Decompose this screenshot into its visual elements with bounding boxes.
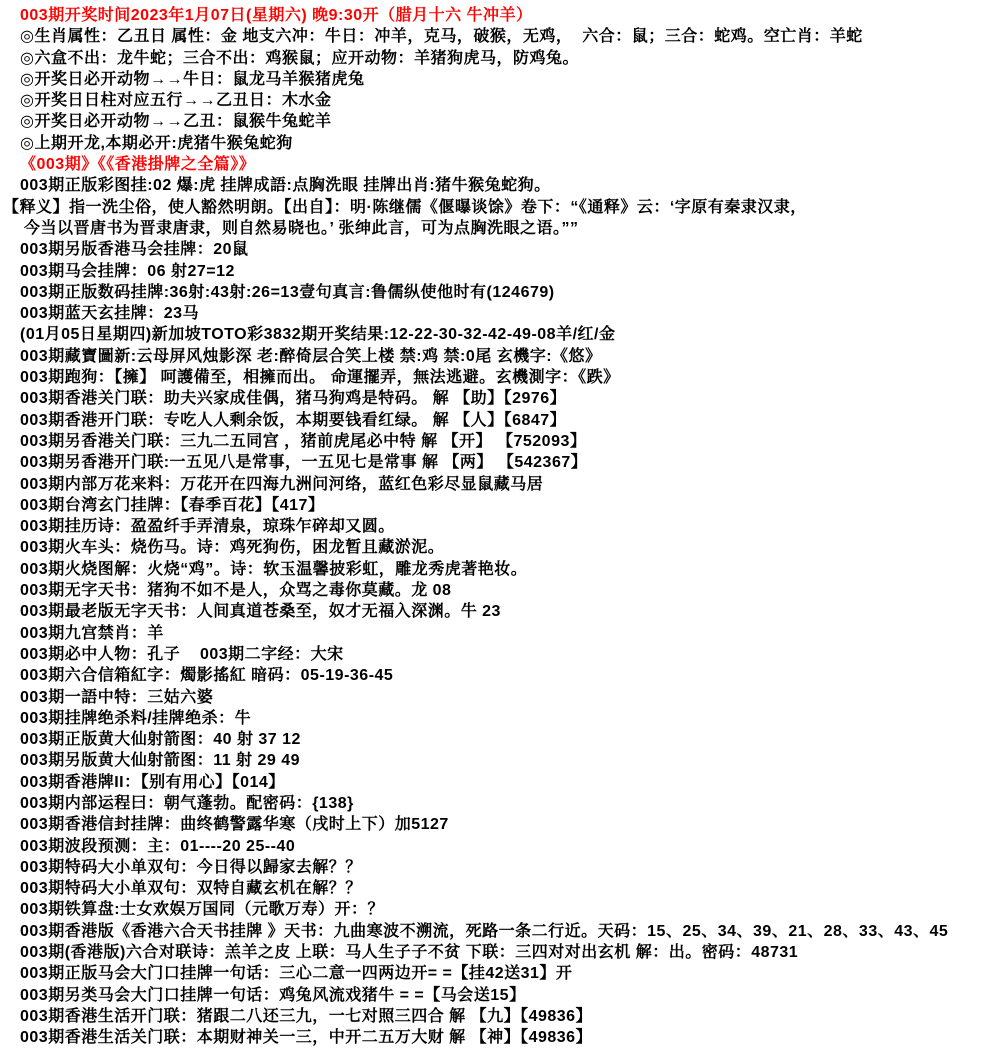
text-line: 003期香港牌II：【别有用心】【014】 [20, 773, 285, 791]
header-line-red: 003期开奖时间2023年1月07日(星期六) 晚9:30开（腊月十六 牛冲羊） [20, 7, 533, 24]
text-line: 003期挂牌绝杀料/挂牌绝杀：牛 [20, 709, 252, 727]
header-line-red: 《003期》《《香港掛牌之全篇》》 [20, 156, 256, 174]
text-line: 003期香港生活关门联：本期财神关一三，中开二五万大财 解 【神】【49836】 [20, 1029, 593, 1047]
text-line: 003期跑狗：【擁】 呵護備至，相擁而出。 命運擺弄，無法逃避。玄機測字：《跌》 [20, 369, 620, 387]
text-line: 003期火车头：烧伤马。诗：鸡死狗伤，困龙暂且藏淤泥。 [20, 539, 445, 557]
text-line: 【释义】指一洗尘俗，使人豁然明朗。【出自】：明·陈继儒《偃曝谈馀》卷下：“《通释》云：‘字原有秦隶汉隶， [3, 198, 807, 216]
text-line: ◎开奖日日柱对应五行→→乙丑日：木水金 [20, 92, 332, 110]
text-line: 003期正版彩图挂:02 爆:虎 挂牌成語:点胸洗眼 挂牌出肖:猪牛猴兔蛇狗。 [20, 177, 551, 195]
text-line: 003期香港开门联：专吃人人剩余饭，本期要钱看红绿。 解 【人】【6847】 [20, 411, 567, 429]
text-line: 003期波段预测：主：01----20 25--40 [20, 837, 296, 855]
text-line: 003期内部万花来料：万花开在四海九洲问河络，蓝红色彩尽显鼠藏马居 [20, 475, 544, 493]
text-line: 003期马会挂牌：06 射27=12 [20, 262, 235, 280]
text-line: 003期香港生活开门联：猪跟二八还三九，一七对照三四合 解 【九】【49836】 [20, 1007, 593, 1025]
text-line: 今当以晋唐书为晋隶唐隶，则自然易晓也。’ 张绅此言，可为点胸洗眼之语。”” [24, 219, 579, 237]
text-line: 003期九宫禁肖：羊 [20, 624, 164, 642]
text-line: 003期香港信封挂牌：曲终鹤警露华寒（戌时上下）加5127 [20, 816, 449, 834]
text-line: 003期内部运程曰：朝气蓬勃。配密码：{138} [20, 794, 354, 812]
text-line: 003期藏寶圖新:云母屏风烛影深 老:醉倚层合笑上楼 禁:鸡 禁:0尾 玄機字:《悠》 [20, 347, 602, 365]
text-line: 003期特码大小单双句：今日得以歸家去解？？ [20, 858, 362, 876]
text-line: ◎上期开龙,本期必开:虎猪牛猴兔蛇狗 [20, 134, 293, 152]
text-line: 003期正版马会大门口挂牌一句话：三心二意一四两边开= =【挂42送31】开 [20, 965, 573, 983]
text-line: 003期特码大小单双句：双特自藏玄机在解？？ [20, 880, 362, 898]
text-line: 003期另香港开门联:一五见八是常事，一五见七是常事 解 【两】 【542367】 [20, 454, 588, 472]
text-line: 003期必中人物：孔子 003期二字经：大宋 [20, 645, 344, 663]
text-line: 003期另版香港马会挂牌：20鼠 [20, 241, 249, 259]
text-line: 003期台湾玄门挂牌：【春季百花】【417】 [20, 496, 325, 514]
text-line: 003期另类马会大门口挂牌一句话：鸡兔风流戏猪牛 = =【马会送15】 [20, 986, 526, 1004]
text-line: 003期火烧图解：火烧“鸡”。诗：软玉温馨披彩虹，雕龙秀虎著艳妆。 [20, 560, 528, 578]
text-line: 003期香港关门联：助夫兴家成佳偶，猪马狗鸡是特码。 解 【助】【2976】 [20, 390, 567, 408]
text-line: 003期一語中特：三姑六婆 [20, 688, 214, 706]
text-line: 003期无字天书：猪狗不如不是人，众骂之毒你莫藏。龙 08 [20, 582, 452, 600]
text-line: 003期正版数码挂牌:36射:43射:26=13壹句真言:鲁儒纵使他时有(124679) [20, 283, 555, 301]
text-line: 003期(香港版)六合对联诗：羔羊之皮 上联：马人生子子不贫 下联：三四对对出玄机 解：出。密码：48731 [20, 944, 799, 962]
text-line: 003期正版黄大仙射箭图：40 射 37 12 [20, 731, 301, 749]
text-line: 003期挂历诗：盈盈纤手弄清泉，琼珠乍碎却又圆。 [20, 518, 395, 536]
text-line: 003期另版黄大仙射箭图：11 射 29 49 [20, 752, 301, 770]
text-line: 003期香港版《香港六合天书挂牌 》天书：九曲寒波不溯流，死路一条二行近。天码：15、25、34、39、21、28、33、43、45 [20, 922, 949, 940]
text-line: ◎六盒不出：龙牛蛇；三合不出：鸡猴鼠；应开动物：羊猪狗虎马，防鸡兔。 [20, 49, 579, 67]
text-line: ◎开奖日必开动物→→牛日：鼠龙马羊猴猪虎兔 [20, 70, 365, 88]
text-line: ◎开奖日必开动物→→乙丑：鼠猴牛兔蛇羊 [20, 113, 332, 131]
text-line: 003期最老版无字天书：人间真道苍桑至，奴才无福入深渊。牛 23 [20, 603, 501, 621]
text-line: 003期六合信箱紅字：燭影搖紅 暗码：05-19-36-45 [20, 667, 394, 685]
text-line: 003期另香港关门联：三九二五同宫 ，猪前虎尾必中特 解 【开】 【752093】 [20, 432, 587, 450]
text-line: ◎生肖属性：乙丑日 属性：金 地支六冲：牛日：冲羊，克马，破猴，无鸡， 六合：鼠；三合：蛇鸡。空亡肖：羊蛇 [20, 28, 863, 46]
text-line: 003期蓝天玄挂牌：23马 [20, 305, 199, 323]
text-line: 003期铁算盘:士女欢娱万国同（元歌万寿）开：？ [20, 901, 385, 919]
text-line: (01月05日星期四)新加坡TOTO彩3832期开奖结果:12-22-30-32-42-49-08羊/红/金 [20, 326, 616, 344]
